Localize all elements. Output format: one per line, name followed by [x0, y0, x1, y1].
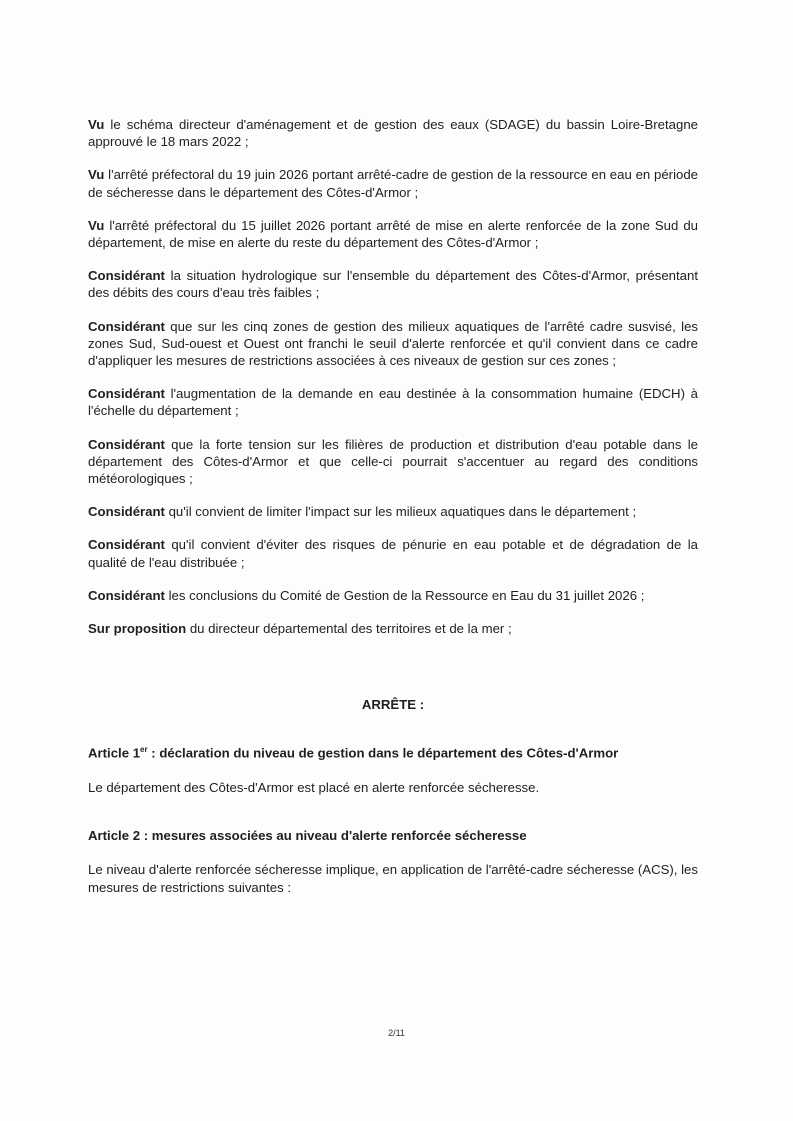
article-1-heading	[88, 741, 698, 762]
paragraph-lead: Considérant	[88, 318, 165, 334]
paragraph-text: l'arrêté préfectoral du 15 juillet 2026 portant arrêté de mise en alerte renforcée de la zone Sud du département, de mise en alerte du reste du département des Côtes-d'Armor ;	[88, 217, 698, 251]
paragraph-lead: Vu	[88, 167, 105, 183]
paragraph-text: l'augmentation de la demande en eau destinée à la consommation humaine (EDCH) à l'échelle du département ;	[88, 386, 698, 419]
article-1-body: Le département des Côtes-d'Armor est placé en alerte renforcée sécheresse.	[88, 780, 540, 796]
paragraph-text: les conclusions du Comité de Gestion de la Ressource en Eau du 31 juillet 2026 ;	[164, 587, 645, 603]
paragraph-lead: Sur proposition	[88, 621, 187, 637]
paragraph-vu-sdage	[88, 116, 698, 150]
paragraph-considerant-hydrologie	[88, 267, 698, 301]
article-1-heading-post: : déclaration du niveau de gestion dans le département des Côtes-d'Armor	[147, 745, 619, 761]
article-1-heading-pre: Article 1	[88, 745, 141, 761]
document-body	[88, 116, 698, 927]
paragraph-lead: Considérant	[88, 386, 165, 402]
paragraph-text: que sur les cinq zones de gestion des milieux aquatiques de l'arrêté cadre susvisé, les zones Sud, Sud-ouest et Ouest ont franchi le seuil d'alerte renforcée et qu'il convient dans ce cadre d'appliquer les mesures de restrictions associées à ces niveaux de gestion sur ces zones ;	[88, 318, 698, 369]
article-2-body: Le niveau d'alerte renforcée sécheresse implique, en application de l'arrêté-cadre sécheresse (ACS), les mesures de restrictions suivantes :	[88, 862, 698, 895]
paragraph-lead: Considérant	[88, 436, 165, 452]
paragraph-text: du directeur départemental des territoires et de la mer ;	[186, 621, 512, 637]
paragraph-text: l'arrêté préfectoral du 19 juin 2026 portant arrêté-cadre de gestion de la ressource en eau en période de sécheresse dans le département des Côtes-d'Armor ;	[88, 167, 698, 200]
paragraph-lead: Considérant	[88, 537, 165, 553]
article-2-heading: Article 2 : mesures associées au niveau d'alerte renforcée sécheresse	[88, 828, 527, 844]
paragraph-text: qu'il convient d'éviter des risques de pénurie en eau potable et de dégradation de la qualité de l'eau distribuée ;	[88, 537, 698, 570]
paragraph-considerant-zones	[88, 318, 698, 370]
paragraph-text: le schéma directeur d'aménagement et de gestion des eaux (SDAGE) du bassin Loire-Bretagne approuvé le 18 mars 2022 ;	[88, 117, 698, 150]
paragraph-considerant-impact	[88, 503, 698, 520]
paragraph-vu-arrete-alerte	[88, 217, 698, 251]
paragraph-lead: Considérant	[88, 268, 165, 284]
paragraph-considerant-edch	[88, 385, 698, 419]
paragraph-considerant-comite	[88, 587, 698, 604]
paragraph-considerant-penurie	[88, 536, 698, 570]
paragraph-considerant-tension	[88, 436, 698, 488]
paragraph-text: qu'il convient de limiter l'impact sur les milieux aquatiques dans le département ;	[164, 504, 637, 520]
paragraph-sur-proposition	[88, 620, 698, 637]
paragraph-lead: Vu	[88, 117, 105, 132]
paragraph-lead: Vu	[88, 217, 105, 233]
paragraph-lead: Considérant	[88, 587, 165, 603]
paragraph-vu-arrete-cadre	[88, 166, 698, 200]
article-1-heading-sup: er	[140, 745, 148, 755]
decision-title: ARRÊTE :	[361, 697, 425, 713]
page-number: 2/11	[388, 1028, 405, 1038]
paragraph-text: que la forte tension sur les filières de production et distribution d'eau potable dans le département des Côtes-d'Armor et que celle-ci pourrait s'accentuer au regard des conditions météorologiques ;	[88, 436, 698, 487]
paragraph-text: la situation hydrologique sur l'ensemble du département des Côtes-d'Armor, présentant des débits des cours d'eau très faibles ;	[88, 268, 698, 301]
paragraph-lead: Considérant	[88, 504, 165, 520]
